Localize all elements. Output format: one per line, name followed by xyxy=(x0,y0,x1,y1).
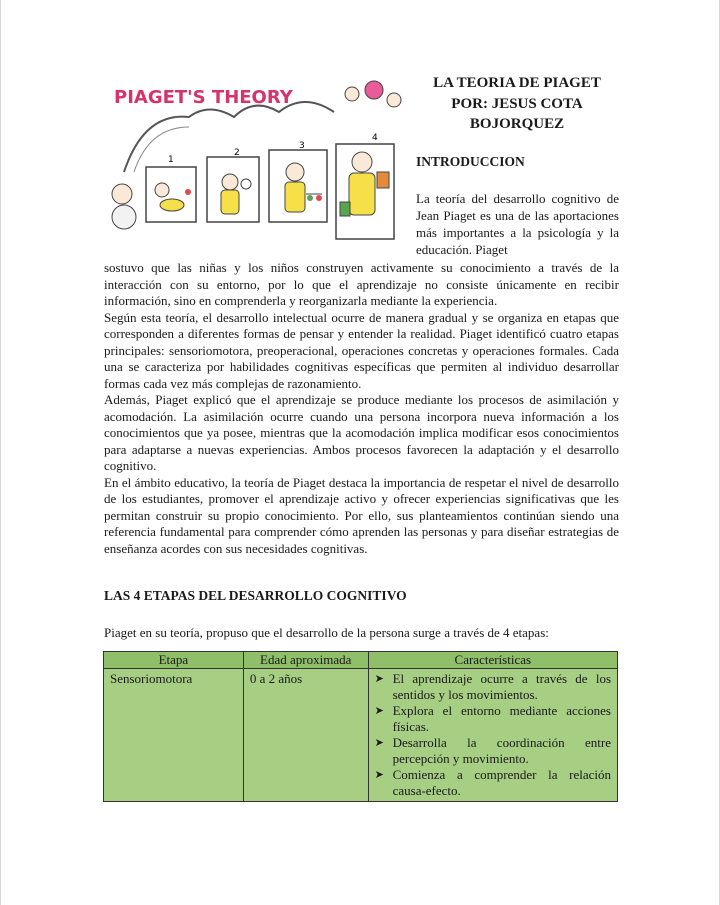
paragraph-1: sostuvo que las niñas y los niños construyen activamente su conocimiento a través de la interacción con su entorno, por lo que el aprendizaje no consiste únicamente en recibir información, sino en comprenderla y reorganizarla mediante la experiencia. xyxy=(104,260,619,308)
stage-number-1: 1 xyxy=(168,155,174,165)
intro-side-text: La teoría del desarrollo cognitivo de Jean Piaget es una de las aportaciones más importantes a la psicología y la educación. Piaget xyxy=(416,191,619,257)
header-stage: Etapa xyxy=(104,652,244,669)
trait-text: Explora el entorno mediante acciones físicas. xyxy=(392,703,611,734)
teen-body xyxy=(349,173,375,215)
progression-arc xyxy=(124,102,334,172)
trait-text: El aprendizaje ocurre a través de los sentidos y los movimientos. xyxy=(392,671,611,702)
table-row xyxy=(104,669,618,802)
trait-item xyxy=(375,703,611,735)
trait-item xyxy=(375,671,611,703)
stages-table xyxy=(103,651,618,802)
arrow-bullet-icon: ➤ xyxy=(374,705,384,717)
table-header-row xyxy=(104,652,618,669)
green-book xyxy=(340,202,350,216)
cell-age: 0 a 2 años xyxy=(243,669,368,802)
header-traits: Características xyxy=(368,652,617,669)
baby-body xyxy=(112,205,136,229)
section-heading: LAS 4 ETAPAS DEL DESARROLLO COGNITIVO xyxy=(104,588,407,603)
traits-list xyxy=(375,671,611,799)
header-age: Edad aproximada xyxy=(243,652,368,669)
trait-text: Comienza a comprender la relación causa-efecto. xyxy=(392,767,611,798)
scale-item-left xyxy=(307,195,313,201)
child-3-head xyxy=(286,163,304,181)
adult-head-3 xyxy=(387,93,401,107)
trait-item xyxy=(375,735,611,767)
cell-stage: Sensoriomotora xyxy=(104,669,244,802)
arrow-bullet-icon: ➤ xyxy=(374,737,384,749)
paragraph-3: Además, Piaget explicó que el aprendizaje se produce mediante los procesos de asimilación y acomodación. La asimilación ocurre cuando una persona incorpora nueva información a los conocimientos que ya posee, mientras que la acomodación implica modificar esos conocimientos para adaptarse a nuevas experiencias. Ambos procesos favorecen la adaptación y el desarrollo cognitivo. xyxy=(104,392,619,473)
flower xyxy=(185,189,191,195)
child-1-head xyxy=(155,183,169,197)
document-title xyxy=(411,73,623,135)
arrow-bullet-icon: ➤ xyxy=(374,673,384,685)
child-3-body xyxy=(285,182,305,212)
section-lead: Piaget en su teoría, propuso que el desarrollo de la persona surge a través de 4 etapas: xyxy=(104,625,549,640)
child-2-body xyxy=(221,190,239,214)
trait-item xyxy=(375,767,611,799)
intro-heading: INTRODUCCION xyxy=(416,154,525,169)
child-2-head xyxy=(222,174,238,190)
figure-title: PIAGET'S THEORY xyxy=(114,87,293,108)
paragraph-2: Según esta teoría, el desarrollo intelectual ocurre de manera gradual y se organiza en etapas que corresponden a diferentes formas de pensar y entender la realidad. Piaget identificó cuatro etapas principales: sensoriomotora, preoperacional, operaciones concretas y operaciones formales. Cada una se caracteriza por habilidades cognitivas específicas que permiten al individuo desarrollar formas cada vez más complejas de razonamiento. xyxy=(104,309,619,391)
child-1-body xyxy=(160,199,184,211)
arrow-bullet-icon: ➤ xyxy=(374,769,384,781)
baby-head xyxy=(112,184,132,204)
book xyxy=(377,172,389,188)
adult-head-1 xyxy=(345,87,359,101)
piaget-illustration xyxy=(104,72,410,242)
trait-text: Desarrolla la coordinación entre percepción y movimiento. xyxy=(392,735,611,766)
paragraph-4: En el ámbito educativo, la teoría de Piaget destaca la importancia de respetar el nivel de desarrollo de los estudiantes, promover el aprendizaje activo y ofrecer experiencias significativas que les permitan construir su propio conocimiento. Por ello, sus planteamientos continúan siendo una referencia fundamental para comprender cómo aprenden las personas y para diseñar estrategias de enseñanza acordes con sus necesidades cognitivas. xyxy=(104,474,619,556)
stage-number-3: 3 xyxy=(299,141,305,151)
progression-arc-inner xyxy=(134,127,189,172)
piaget-stages-illustration xyxy=(104,72,410,242)
magnifier xyxy=(241,179,251,189)
title-line-1: LA TEORIA DE PIAGET xyxy=(433,75,601,91)
cell-traits xyxy=(368,669,617,802)
title-line-2: POR: JESUS COTA xyxy=(451,95,583,112)
stage-number-2: 2 xyxy=(234,148,240,158)
adult-head-2 xyxy=(365,81,383,99)
stage-number-4: 4 xyxy=(372,133,378,143)
teen-head xyxy=(352,152,372,172)
scale-item-right xyxy=(316,195,322,201)
title-line-3: BOJORQUEZ xyxy=(469,116,565,132)
body-text xyxy=(104,260,619,557)
